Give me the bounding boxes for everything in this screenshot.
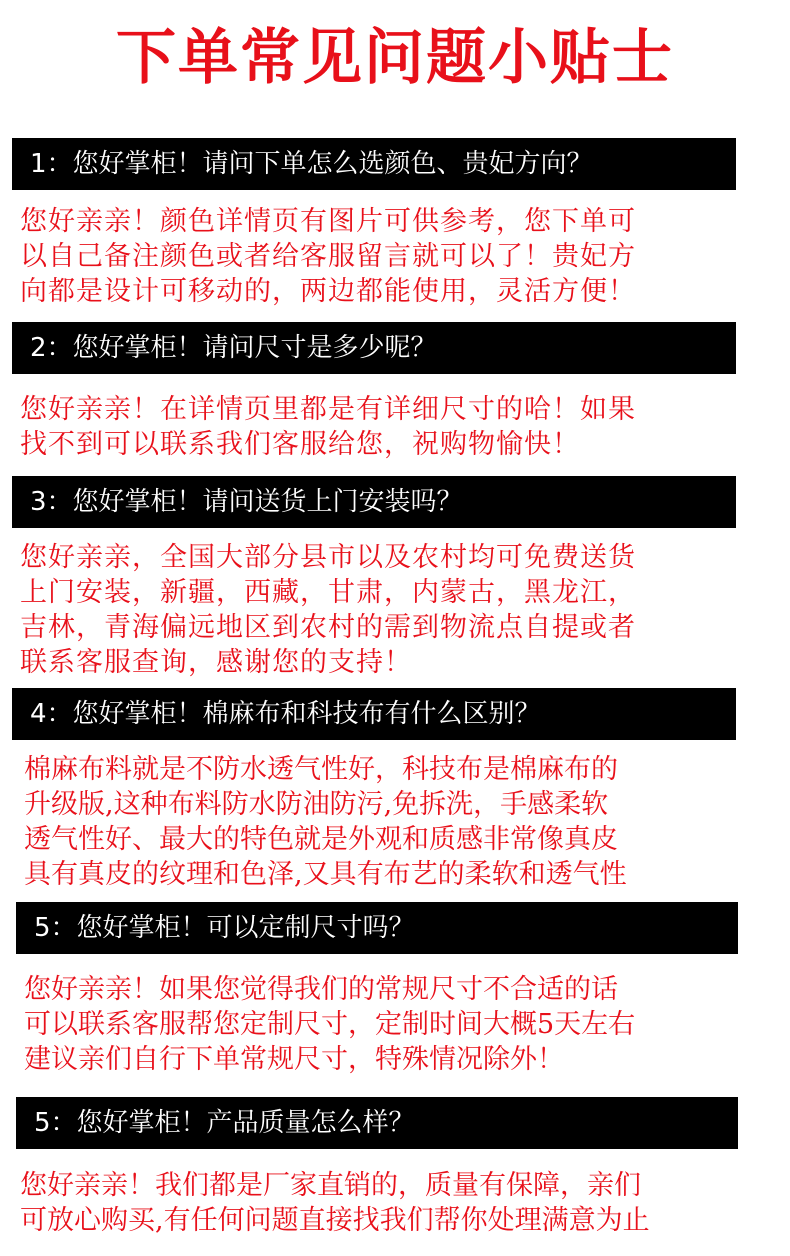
faq-answer-6: 您好亲亲！我们都是厂家直销的，质量有保障，亲们 可放心购买,有任何问题直接找我们帮你处理满意为止	[20, 1170, 650, 1236]
faq-question-2: 2：您好掌柜！请问尺寸是多少呢？	[12, 322, 736, 374]
faq-answer-5: 您好亲亲！如果您觉得我们的常规尺寸不合适的话 可以联系客服帮您定制尺寸，定制时间大概5天左右 建议亲们自行下单常规尺寸，特殊情况除外！	[24, 974, 636, 1075]
faq-question-5: 5：您好掌柜！可以定制尺寸吗？	[16, 902, 738, 954]
faq-question-4: 4：您好掌柜！棉麻布和科技布有什么区别？	[12, 688, 736, 740]
page-title: 下单常见问题小贴士	[116, 23, 674, 93]
faq-answer-2: 您好亲亲！在详情页里都是有详细尺寸的哈！如果 找不到可以联系我们客服给您，祝购物愉快！	[20, 394, 636, 460]
faq-question-3: 3：您好掌柜！请问送货上门安装吗？	[12, 476, 736, 528]
faq-answer-4: 棉麻布料就是不防水透气性好，科技布是棉麻布的 升级版,这种布料防水防油防污,免拆洗，手感柔软 透气性好、最大的特色就是外观和质感非常像真皮 具有真皮的纹理和色泽,又具有布艺的柔软和透气性	[24, 754, 627, 890]
faq-question-6: 5：您好掌柜！产品质量怎么样？	[16, 1097, 738, 1149]
faq-answer-1: 您好亲亲！颜色详情页有图片可供参考，您下单可 以自己备注颜色或者给客服留言就可以了！贵妃方 向都是设计可移动的，两边都能使用，灵活方便！	[20, 206, 636, 307]
faq-question-1: 1：您好掌柜！请问下单怎么选颜色、贵妃方向？	[12, 138, 736, 190]
faq-answer-3: 您好亲亲，全国大部分县市以及农村均可免费送货 上门安装，新疆，西藏，甘肃，内蒙古，黑龙江， 吉林，青海偏远地区到农村的需到物流点自提或者 联系客服查询，感谢您的支持！	[20, 542, 636, 678]
